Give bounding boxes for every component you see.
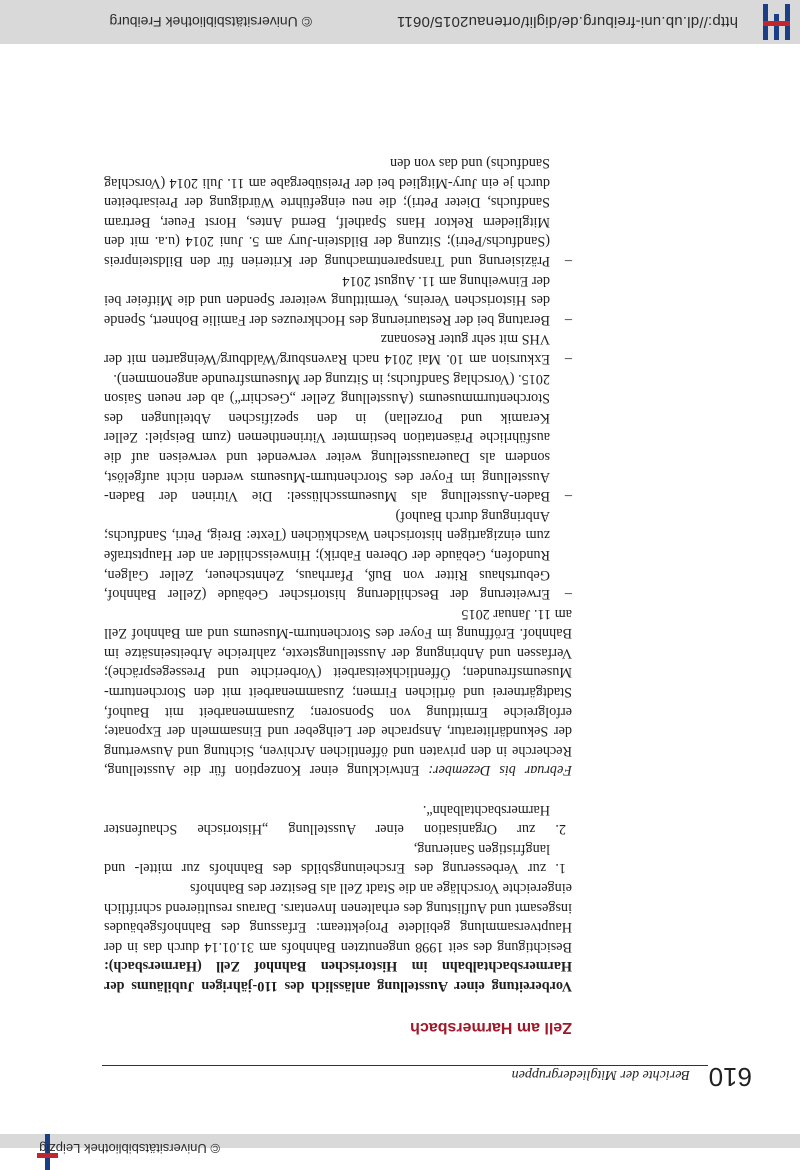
period-label: Februar bis Dezember: <box>428 762 572 779</box>
dash-marker: – <box>564 253 572 270</box>
body-text <box>104 152 572 995</box>
list-item-text: Exkursion am 10. Mai 2014 nach Ravensburg/Waldburg/Weingarten mit der VHS mit sehr guter Resonanz <box>104 331 550 367</box>
list-item <box>104 505 572 603</box>
list-item <box>104 368 572 505</box>
list-item-text: Präzisierung und Transparentmachung der Kriterien für den Bildsteinpreis (Sandfuchs/Petri); Sitzung der Bildstein-Jury am 5. Juni 2014 (u.a. mit den Mitgliedern Rektor Hans Spathelf, Bernd Antes, Horst Feuer, Bertram Sandfuchs, Dieter Petri); die neu eingeführte Würdigung der Preisarbeiten durch je ein Jury-Mitglied bei der Preisübergabe am 11. Juli 2014 (Vorschlag Sandfuchs) und das von den <box>104 155 550 270</box>
source-url-link[interactable]: http://dl.ub.uni-freiburg.de/diglit/ortenau2015/0611 <box>396 13 738 30</box>
dash-marker: – <box>564 311 572 328</box>
dash-marker: – <box>564 351 572 367</box>
period-paragraph <box>104 603 572 779</box>
university-logo <box>754 4 794 40</box>
header-bar <box>0 1134 800 1156</box>
list-item-text: Erweiterung der Beschilderung historischer Gebäude (Zeller Bahnhof, Geburtshaus Ritter von Buß, Pfarrhaus, Zehntscheuer, Zeller Galgen, Rundofen, Gebäude der Oberen Fabrik); Hinweisschilder an der Hauptstraße zum einzigartigen historischen Waschküchen (Texte: Breig, Petri, Sandfuchs; Anbringung durch Bauhof) <box>104 507 550 603</box>
list-item <box>104 270 572 329</box>
dash-marker: – <box>564 488 572 505</box>
page-number: 610 <box>708 1062 752 1092</box>
intro-paragraph <box>104 877 572 995</box>
list-item <box>104 152 572 270</box>
list-item: 1. zur Verbesserung des Erscheinungsbilds des Bahnhofs zur mittel- und langfristigen Sanierung, <box>104 840 566 877</box>
footer-source: © Universitätsbibliothek Freiburg <box>109 14 312 30</box>
list-item <box>104 329 572 368</box>
activity-list <box>104 152 572 603</box>
footer-bar <box>0 0 800 44</box>
header-source: © Universitätsbibliothek Leipzig <box>39 1141 220 1156</box>
period-text: Entwicklung einer Konzeption für die Ausstellung, Recherche in den privaten und öffentlichen Archiven, Sichtung und Auswertung der Sekundärliteratur, Ansprache der Leihgeber und Einsammeln der Exponate; erfolgreiche Ermittlung von Sponsoren; Zusammenarbeit mit Bauhof, Stadtgärtnerei und örtlichen Firmen; Zusammenarbeit mit den Storchenturm-Museumsfreunden; Öffentlichkeitsarbeit (Vorberichte und Pressegespräche); Verfassen und Anbringung der Ausstellungstexte, zahlreiche Arbeitseinsätze im Bahnhof. Eröffnung im Foyer des Storchenturm-Museums und am Bahnhof Zell am 11. Januar 2015 <box>104 605 572 779</box>
section-title: Zell am Harmersbach <box>410 1019 572 1036</box>
dash-marker: – <box>564 586 572 603</box>
intro-heading: Vorbereitung einer Ausstellung anlässlich des 110-jährigen Jubiläums der Harmersbachtalbahn im Historischen Bahnhof Zell (Harmersbach): <box>104 958 572 994</box>
list-item: 2. zur Organisation einer Ausstellung „Historische Schaufenster Harmersbachtalbahn“. <box>104 801 566 838</box>
intro-text: Besichtigung des seit 1998 ungenutzten Bahnhofs am 31.01.14 durch das in der Hauptversammlung gebildete Projektteam: Erfassung des Bahnhofsgebäudes insgesamt und Auflistung des erhaltenen Inventars. Daraus resultierend schriftlich eingereichte Vorschläge an die Stadt Zell als Besitzer des Bahnhofs <box>104 880 572 955</box>
header-rule <box>102 1065 708 1066</box>
running-head: Berichte der Mitgliedergruppen <box>511 1067 690 1082</box>
list-item-text: Baden-Ausstellung als Museumsschlüssel: Die Vitrinen der Baden-Ausstellung im Foyer des Storchenturm-Museums werden nicht aufgelöst, sondern als Dauerausstellung weiter verwendet und verweisen auf die ausführliche Präsentation bestimmter Vitrinenthemen (zum Beispiel: Zeller Keramik und Porzellan) in den spezifischen Abteilungen des Storchenturmmuseums (Ausstellung Zeller „Geschirr“) ab der neuen Saison 2015. (Vorschlag Sandfuchs; in Sitzung der Museumsfreunde angenommen). <box>104 370 550 505</box>
list-item-text: Beratung bei der Restaurierung des Hochkreuzes der Familie Bohnert, Spende des Historischen Vereins, Vermittlung weiterer Spenden und die Mitfeier bei der Einweihung am 11. August 2014 <box>104 272 550 328</box>
